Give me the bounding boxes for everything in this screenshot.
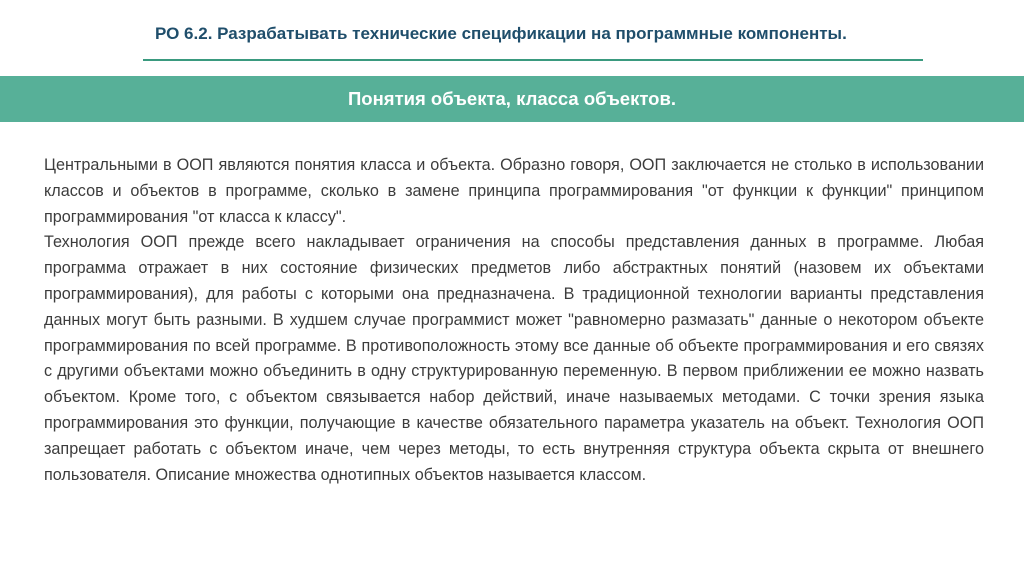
- paragraph-intro: Центральными в ООП являются понятия класса и объекта. Образно говоря, ООП заключается не столько в использовании классов и объектов в программе, сколько в замене принципа программирования "от функции к функции" принципом программирования "от класса к классу".: [44, 156, 984, 226]
- header-divider: [143, 59, 923, 61]
- section-title: Понятия объекта, класса объектов.: [348, 88, 676, 109]
- body-text: [44, 153, 984, 488]
- slide-title: РО 6.2. Разрабатывать технические спецификации на программные компоненты.: [155, 24, 847, 43]
- section-banner: [0, 76, 1024, 122]
- paragraph-technology: Технология ООП прежде всего накладывает ограничения на способы представления данных в программе. Любая программа отражает в них состояние физических предметов либо абстрактных понятий (назовем их объектами программирования), для работы с которыми она предназначена. В традиционной технологии варианты представления данных могут быть разными. В худшем случае программист может "равномерно размазать" данные о некотором объекте программирования по всей программе. В противоположность этому все данные об объекте программирования и его связях с другими объектами можно объединить в одну структурированную переменную. В первом приближении ее можно назвать объектом. Кроме того, с объектом связывается набор действий, иначе называемых методами. С точки зрения языка программирования это функции, получающие в качестве обязательного параметра указатель на объект. Технология ООП запрещает работать с объектом иначе, чем через методы, то есть внутренняя структура объекта скрыта от внешнего пользователя. Описание множества однотипных объектов называется классом.: [44, 233, 984, 484]
- slide-header: [143, 16, 923, 60]
